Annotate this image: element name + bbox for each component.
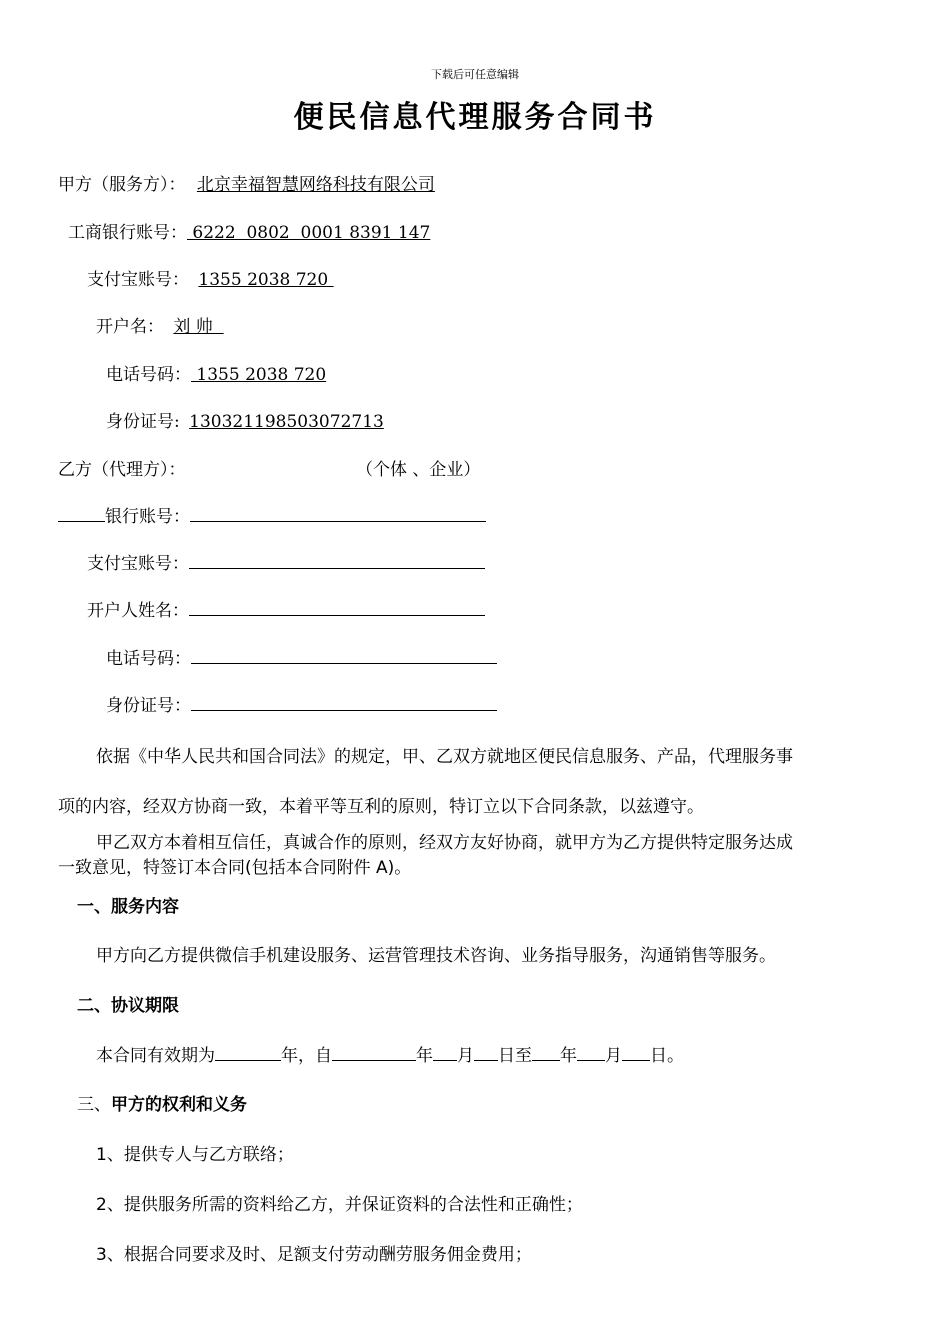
party-b-holder-blank[interactable] bbox=[189, 599, 485, 616]
section-3-prefix: 三、 bbox=[77, 1095, 111, 1115]
end-month-blank[interactable] bbox=[577, 1044, 605, 1061]
party-b-bank-blank[interactable] bbox=[190, 505, 486, 522]
start-year-blank[interactable] bbox=[332, 1044, 416, 1061]
party-a-bank-row bbox=[68, 218, 430, 243]
party-a-bank-label: 工商银行账号： bbox=[68, 223, 187, 243]
party-a-phone-label: 电话号码： bbox=[106, 365, 191, 385]
party-a-alipay-row bbox=[87, 265, 334, 290]
term-text: 年 bbox=[416, 1046, 433, 1066]
term-years-blank[interactable] bbox=[215, 1044, 281, 1061]
party-a-id-value: 130321198503072713 bbox=[189, 412, 384, 432]
party-b-phone-row bbox=[106, 644, 497, 669]
start-month-blank[interactable] bbox=[433, 1044, 457, 1061]
paragraph-1-line-2: 项的内容，经双方协商一致，本着平等互利的原则，特订立以下合同条款，以兹遵守。 bbox=[58, 797, 704, 817]
section-3-heading: 甲方的权利和义务 bbox=[111, 1095, 247, 1115]
party-a-holder-value: 刘 帅 bbox=[173, 317, 224, 337]
end-year-blank[interactable] bbox=[532, 1044, 560, 1061]
party-a-bank-value: 6222 0802 0001 8391 147 bbox=[187, 223, 431, 243]
section-3-item: 1、提供专人与乙方联络； bbox=[96, 1145, 294, 1165]
party-a-phone-row bbox=[106, 360, 326, 385]
party-a-phone-value: 1355 2038 720 bbox=[191, 365, 327, 385]
term-text: 日至 bbox=[498, 1046, 532, 1066]
party-b-bank-row bbox=[58, 502, 486, 527]
section-3-item: 2、提供服务所需的资料给乙方，并保证资料的合法性和正确性； bbox=[96, 1195, 583, 1215]
party-a-label: 甲方（服务方）： bbox=[58, 175, 186, 195]
document-title: 便民信息代理服务合同书 bbox=[293, 100, 657, 135]
party-b-holder-row bbox=[87, 596, 485, 621]
party-a-holder-row bbox=[96, 312, 224, 337]
term-text: 日。 bbox=[650, 1046, 684, 1066]
term-text: 年 bbox=[560, 1046, 577, 1066]
section-2-term-row bbox=[96, 1041, 684, 1066]
party-b-id-row bbox=[106, 691, 497, 716]
party-b-holder-label: 开户人姓名： bbox=[87, 601, 189, 621]
party-b-alipay-label: 支付宝账号： bbox=[87, 554, 189, 574]
term-text: 年，自 bbox=[281, 1046, 332, 1066]
party-b-alipay-blank[interactable] bbox=[189, 552, 485, 569]
party-a-alipay-label: 支付宝账号： bbox=[87, 270, 189, 290]
party-b-bank-label: 银行账号： bbox=[105, 507, 190, 527]
party-b-label: 乙方（代理方）： bbox=[58, 460, 186, 480]
end-day-blank[interactable] bbox=[622, 1044, 650, 1061]
party-b-id-blank[interactable] bbox=[191, 694, 497, 711]
party-a-name: 北京幸福智慧网络科技有限公司 bbox=[196, 175, 435, 195]
term-text: 月 bbox=[605, 1046, 622, 1066]
party-b-id-label: 身份证号： bbox=[106, 696, 191, 716]
party-a-row bbox=[58, 170, 435, 195]
start-day-blank[interactable] bbox=[474, 1044, 498, 1061]
header-note: 下载后可任意编辑 bbox=[431, 68, 519, 81]
party-b-type-note: （个体 、企业） bbox=[356, 460, 481, 480]
paragraph-1-line-1: 依据《中华人民共和国合同法》的规定，甲、乙双方就地区便民信息服务、产品，代理服务事 bbox=[96, 747, 793, 767]
party-b-phone-label: 电话号码： bbox=[106, 649, 191, 669]
party-b-alipay-row bbox=[87, 549, 485, 574]
section-1-text: 甲方向乙方提供微信手机建设服务、运营管理技术咨询、业务指导服务，沟通销售等服务。 bbox=[96, 946, 776, 966]
paragraph-2-line-1: 甲乙双方本着相互信任，真诚合作的原则，经双方友好协商，就甲方为乙方提供特定服务达成 bbox=[96, 833, 793, 853]
term-text: 月 bbox=[457, 1046, 474, 1066]
section-1-title: 一、服务内容 bbox=[77, 897, 179, 917]
section-2-title: 二、协议期限 bbox=[77, 996, 179, 1016]
party-b-bank-prefix-blank[interactable] bbox=[58, 505, 105, 522]
paragraph-2-line-2: 一致意见，特签订本合同(包括本合同附件 A)。 bbox=[58, 858, 412, 878]
section-3-title bbox=[77, 1090, 247, 1115]
party-a-id-label: 身份证号: bbox=[106, 412, 180, 432]
term-text: 本合同有效期为 bbox=[96, 1046, 215, 1066]
party-b-phone-blank[interactable] bbox=[191, 647, 497, 664]
section-3-item: 3、根据合同要求及时、足额支付劳动酬劳服务佣金费用； bbox=[96, 1245, 532, 1265]
party-a-holder-label: 开户名： bbox=[96, 317, 164, 337]
party-a-id-row bbox=[106, 407, 384, 432]
party-a-alipay-value: 1355 2038 720 bbox=[198, 270, 334, 290]
